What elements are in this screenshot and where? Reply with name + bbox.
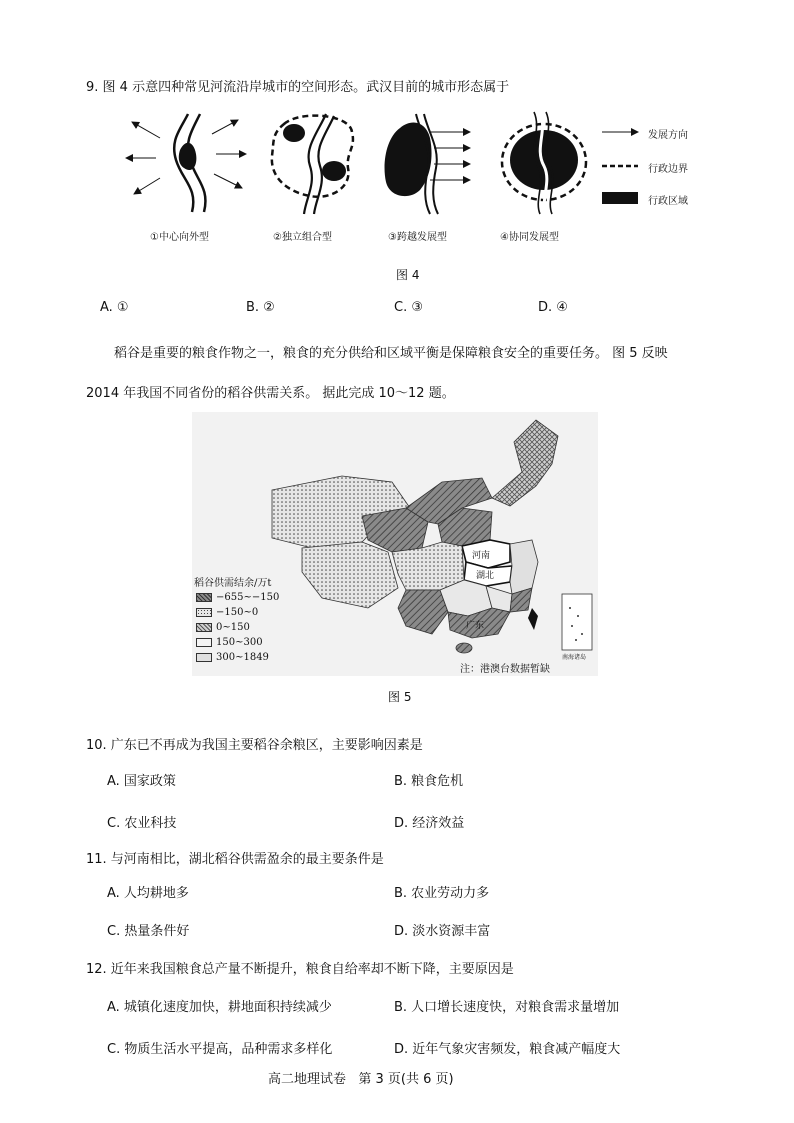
diagram-coordinated-development — [502, 112, 586, 214]
map-legend-item: 0~150 — [196, 620, 279, 635]
intro-line-1: 稻谷是重要的粮食作物之一，粮食的充分供给和区域平衡是保障粮食安全的重要任务。 图 5 反映 — [114, 346, 668, 361]
map-legend-item: −150~0 — [196, 605, 279, 620]
diagram-independent-combination — [272, 114, 353, 214]
region-hainan — [456, 643, 472, 653]
map-legend-item: −655~−150 — [196, 590, 279, 605]
q10-stem: 10. 广东已不再成为我国主要稻谷余粮区，主要影响因素是 — [86, 738, 423, 753]
q11-stem: 11. 与河南相比，湖北稻谷供需盈余的最主要条件是 — [86, 852, 384, 867]
map-inset-label: 南海诸岛 — [562, 654, 587, 661]
figure-4-diagram — [120, 108, 700, 218]
caption-type-4: ④协同发展型 — [500, 232, 559, 243]
page-footer: 高二地理试卷 第 3 页(共 6 页) — [268, 1072, 454, 1087]
caption-type-1: ①中心向外型 — [150, 232, 209, 243]
q9-option-c[interactable]: C. ③ — [394, 300, 423, 315]
diagram-leap-development — [385, 114, 470, 214]
caption-type-2: ②独立组合型 — [273, 232, 332, 243]
q9-option-b[interactable]: B. ② — [246, 300, 275, 315]
q12-option-c[interactable]: C. 物质生活水平提高，品种需求多样化 — [107, 1042, 333, 1057]
map-legend-item: 300~1849 — [196, 650, 279, 665]
q10-option-a[interactable]: A. 国家政策 — [107, 774, 176, 789]
legend-development-direction: 发展方向 — [648, 130, 688, 141]
q11-option-c[interactable]: C. 热量条件好 — [107, 924, 190, 939]
q12-option-a[interactable]: A. 城镇化速度加快，耕地面积持续减少 — [107, 1000, 332, 1015]
figure-4-label: 图 4 — [396, 268, 420, 282]
caption-type-3: ③跨越发展型 — [388, 232, 447, 243]
q12-option-d[interactable]: D. 近年气象灾害频发，粮食减产幅度大 — [394, 1042, 621, 1057]
intro-line-2: 2014 年我国不同省份的稻谷供需关系。 据此完成 10～12 题。 — [86, 386, 455, 401]
q10-option-c[interactable]: C. 农业科技 — [107, 816, 177, 831]
map-legend — [196, 590, 279, 665]
map-legend-title: 稻谷供需结余/万t — [194, 578, 272, 589]
map-legend-item: 150~300 — [196, 635, 279, 650]
figure-5-map — [192, 412, 598, 676]
q10-option-b[interactable]: B. 粮食危机 — [394, 774, 464, 789]
diagram-center-outward — [126, 114, 246, 212]
map-label-henan: 河南 — [472, 551, 491, 561]
map-label-guangdong: 广东 — [466, 621, 485, 631]
q10-option-d[interactable]: D. 经济效益 — [394, 816, 465, 831]
q9-stem: 9. 图 4 示意四种常见河流沿岸城市的空间形态。武汉目前的城市形态属于 — [86, 80, 510, 95]
figure-5-label: 图 5 — [388, 690, 412, 704]
q11-option-a[interactable]: A. 人均耕地多 — [107, 886, 189, 901]
south-china-sea-inset — [562, 594, 592, 650]
map-label-hubei: 湖北 — [476, 571, 495, 581]
q11-option-d[interactable]: D. 淡水资源丰富 — [394, 924, 491, 939]
legend-area-symbol — [602, 192, 638, 204]
legend-admin-area: 行政区域 — [648, 196, 688, 207]
q9-option-d[interactable]: D. ④ — [538, 300, 568, 315]
map-note: 注：港澳台数据暂缺 — [460, 664, 550, 675]
q12-stem: 12. 近年来我国粮食总产量不断提升，粮食自给率却不断下降，主要原因是 — [86, 962, 514, 977]
q12-option-b[interactable]: B. 人口增长速度快，对粮食需求量增加 — [394, 1000, 620, 1015]
q9-option-a[interactable]: A. ① — [100, 300, 129, 315]
q11-option-b[interactable]: B. 农业劳动力多 — [394, 886, 490, 901]
legend-admin-boundary: 行政边界 — [648, 164, 688, 175]
